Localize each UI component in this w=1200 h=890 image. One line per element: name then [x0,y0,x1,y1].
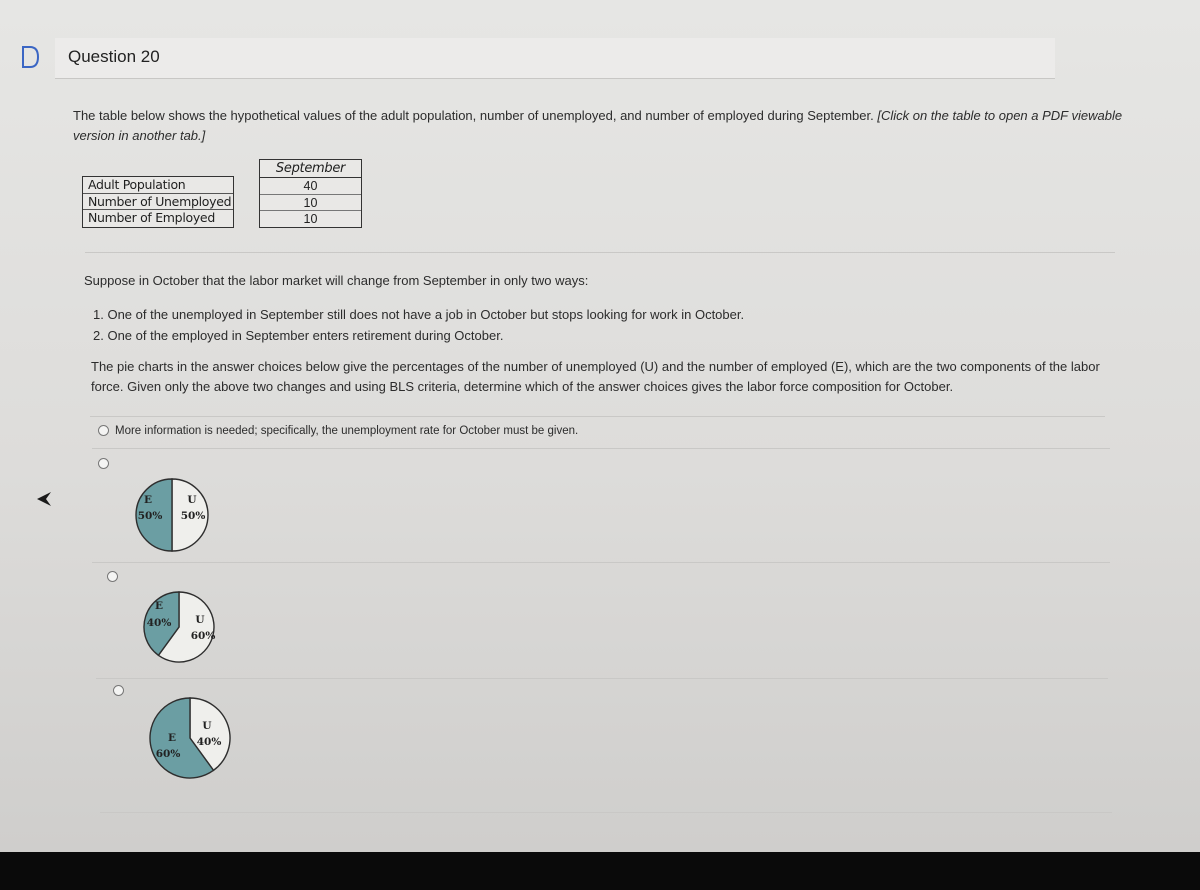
pie-label-e: E [143,494,153,506]
change-item: 1. One of the unemployed in September still does not have a job in October but stops looking for work in October. [93,307,745,322]
september-column [259,159,362,228]
pdf-link[interactable]: [Click on the table to open a PDF viewable version in another tab.] [73,108,1123,143]
changes-list [93,304,744,346]
pie-chart-option-3 [145,696,235,782]
scenario-intro: Suppose in October that the labor market will change from September in only two ways: [84,273,589,288]
divider [96,678,1108,679]
question-intro [73,106,1153,146]
radio-button[interactable] [98,425,109,436]
pie-percent-e: 50% [137,510,163,522]
pie-chart-option-1 [130,478,214,552]
pie-percent-e: 40% [146,617,172,629]
left-toolbar [20,45,42,69]
answer-option-more-info[interactable] [98,425,578,437]
divider [92,562,1110,563]
screen-bezel [0,852,1200,890]
table-row-labels [82,176,234,228]
row-label-employed: Number of Employed [88,210,215,226]
divider [85,252,1115,253]
pie-label-e: E [154,600,164,612]
question-title: Question 20 [68,47,160,66]
divider [90,416,1105,417]
mouse-cursor-icon [35,490,53,513]
radio-button-option-2[interactable] [107,571,118,582]
cell-adult-population: 40 [260,178,361,195]
pie-percent-u: 60% [190,630,216,642]
cell-unemployed: 10 [260,195,361,212]
row-label-adult-population: Adult Population [83,177,233,194]
pie-description: The pie charts in the answer choices below give the percentages of the number of unemployed (U) and the number of employed (E), which are the two components of the labor force. Given only the above two changes and using BLS criteria, determine which of the answer choices gives the labor force composition for October. [91,359,1100,394]
pie-percent-u: 50% [180,510,206,522]
column-header: September [260,160,361,178]
radio-button-option-1[interactable] [98,458,109,469]
bookmark-flag-icon[interactable] [20,45,42,69]
pie-percent-e: 60% [155,748,181,760]
pie-label-e: E [167,732,177,744]
intro-text: The table below shows the hypothetical values of the adult population, number of unemployed, and number of employed during September. [73,108,878,123]
divider [92,448,1110,449]
pie-label-u: U [202,720,212,732]
pie-chart-option-2 [135,592,225,662]
cell-employed: 10 [303,212,318,227]
divider [100,812,1112,813]
question-header [55,38,1055,79]
change-item: 2. One of the employed in September enters retirement during October. [93,328,504,343]
pie-label-u: U [187,494,197,506]
pie-label-u: U [195,614,205,626]
option-label: More information is needed; specifically, the unemployment rate for October must be given. [115,425,579,437]
pie-percent-u: 40% [196,736,222,748]
row-label-unemployed: Number of Unemployed [83,194,233,211]
radio-button-option-3[interactable] [113,685,124,696]
